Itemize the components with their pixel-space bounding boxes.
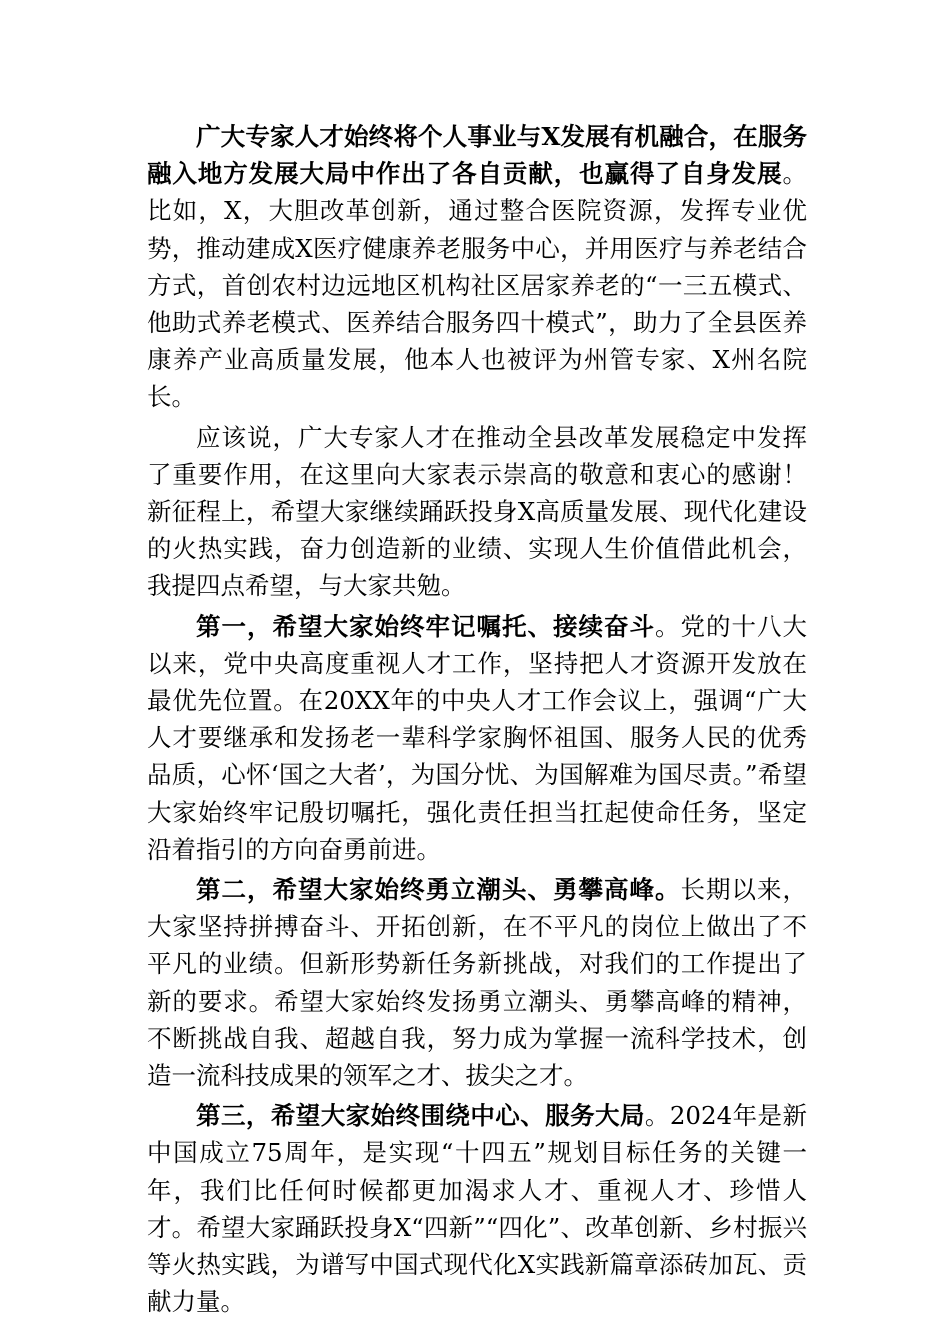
- paragraph-2: [147, 419, 807, 605]
- paragraph-3-lead: 第一，希望大家始终牢记嘱托、接续奋斗: [196, 611, 655, 641]
- paragraph-3: [147, 608, 807, 868]
- paragraph-1-body: 。比如，X，大胆改革创新，通过整合医院资源，发挥专业优势，推动建成X医疗健康养老服务中心，并用医疗与养老结合方式，首创农村边远地区机构社区居家养老的“一三五模式、他助式养老模式、医养结合服务四十模式”，助力了全县医养康养产业高质量发展，他本人也被评为州管专家、X州名院长。: [147, 159, 807, 412]
- paragraph-1: [147, 118, 807, 416]
- paragraph-5-body: 。2024年是新中国成立75周年，是实现“十四五”规划目标任务的关键一年，我们比任何时候都更加渴求人才、重视人才、珍惜人才。希望大家踊跃投身X“四新”“四化”、改革创新、乡村振兴等火热实践，为谱写中国式现代化X实践新篇章添砖加瓦、贡献力量。: [147, 1101, 807, 1317]
- paragraph-4-lead: 第二，希望大家始终勇立潮头、勇攀高峰。: [196, 875, 681, 905]
- paragraph-2-body: 应该说，广大专家人才在推动全县改革发展稳定中发挥了重要作用，在这里向大家表示崇高的敬意和衷心的感谢！新征程上，希望大家继续踊跃投身X高质量发展、现代化建设的火热实践，奋力创造新的业绩、实现人生价值借此机会，我提四点希望，与大家共勉。: [147, 422, 807, 601]
- paragraph-5-lead: 第三，希望大家始终围绕中心、服务大局: [196, 1101, 645, 1131]
- paragraph-1-lead: 广大专家人才始终将个人事业与X发展有机融合，在服务融入地方发展大局中作出了各自贡献，也赢得了自身发展: [147, 122, 807, 189]
- paragraph-4: [147, 871, 807, 1094]
- paragraph-3-body: 。党的十八大以来，党中央高度重视人才工作，坚持把人才资源开发放在最优先位置。在20XX年的中央人才工作会议上，强调“广大人才要继承和发扬老一辈科学家胸怀祖国、服务人民的优秀品质，心怀‘国之大者’，为国分忧、为国解难为国尽责。”希望大家始终牢记殷切嘱托，强化责任担当扛起使命任务，坚定沿着指引的方向奋勇前进。: [147, 611, 807, 864]
- paragraph-5: [147, 1097, 807, 1320]
- paragraph-4-body: 长期以来，大家坚持拼搏奋斗、开拓创新，在不平凡的岗位上做出了不平凡的业绩。但新形势新任务新挑战，对我们的工作提出了新的要求。希望大家始终发扬勇立潮头、勇攀高峰的精神，不断挑战自我、超越自我，努力成为掌握一流科学技术，创造一流科技成果的领军之才、拔尖之才。: [147, 875, 807, 1091]
- document-page: [147, 118, 807, 1321]
